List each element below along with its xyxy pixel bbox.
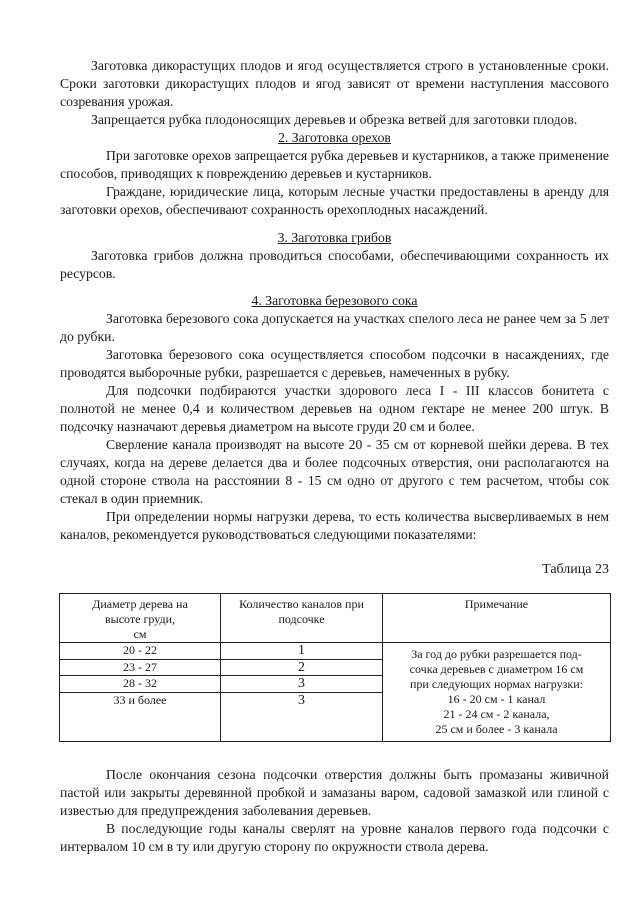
section-heading-nuts: 2. Заготовка орехов (278, 130, 391, 145)
paragraph-birch-sap-drilling: Сверление канала производят на высоте 20 - 35 см от корневой шейки дерева. В тех случаях, когда на дереве делается два и более подсочных отверстия, они располагаются на одной стороне ствола на расстоянии 8 - 15 см одно от другого с тем расчетом, чтобы сок стекал в один приемник. (60, 437, 609, 506)
paragraph-birch-sap-allowed: Заготовка березового сока допускается на участках спелого леса не ранее чем за 5 лет до рубки. (60, 311, 609, 344)
header-note: Примечание (383, 594, 611, 643)
paragraph-nuts-lease: Граждане, юридические лица, которым лесные участки предоставлены в аренду для заготовки орехов, обеспечивают сохранность орехоплодных насаждений. (60, 184, 609, 217)
cell-diameter: 20 - 22 (60, 643, 221, 660)
paragraph-after-season: После окончания сезона подсочки отверстия должны быть промазаны живичной пастой или закрыты деревянной пробкой и замазаны варом, садовой замазкой или глиной с известью для предупреждения заболевания деревьев. (60, 767, 609, 818)
section-heading-mushrooms: 3. Заготовка грибов (277, 230, 392, 245)
tapping-norms-table (59, 593, 611, 742)
paragraph-birch-sap-load: При определении нормы нагрузки дерева, то есть количества высверливаемых в нем каналов, рекомендуется руководствоваться следующими показателями: (60, 509, 609, 542)
header-channels: Количество каналов при подсочке (221, 594, 383, 643)
paragraph-birch-sap-plots: Для подсочки подбираются участки здорового леса I - III классов бонитета с полнотой не менее 0,4 и количеством деревьев на одном гектаре не менее 200 штук. В подсочку назначают деревья диаметром на высоте груди 20 см и более. (60, 383, 609, 434)
paragraph-next-years: В последующие годы каналы сверлят на уровне каналов первого года подсочки с интервалом 10 см в ту или другую сторону по окружности ствола дерева. (60, 821, 609, 854)
table-caption: Таблица 23 (542, 562, 609, 577)
table-header-row (60, 594, 611, 643)
header-diameter: Диаметр дерева на высоте груди, см (60, 594, 221, 643)
section-heading-birch-sap: 4. Заготовка березового сока (251, 293, 418, 308)
paragraph-mushrooms: Заготовка грибов должна проводиться способами, обеспечивающими сохранность их ресурсов. (60, 248, 609, 281)
paragraph-fruit-berries-terms: Заготовка дикорастущих плодов и ягод осуществляется строго в установленные сроки. Сроки заготовки дикорастущих плодов и ягод зависят от времени наступления массового созревания урожая. (60, 58, 609, 109)
cell-channels: 3 (221, 693, 383, 742)
paragraph-fruit-trees-ban: Запрещается рубка плодоносящих деревьев и обрезка ветвей для заготовки плодов. (91, 112, 578, 127)
cell-diameter: 33 и более (60, 693, 221, 742)
cell-channels: 1 (221, 643, 383, 660)
table-row (60, 643, 611, 660)
cell-diameter: 28 - 32 (60, 676, 221, 693)
spacer (60, 742, 609, 766)
cell-channels: 3 (221, 676, 383, 693)
cell-diameter: 23 - 27 (60, 659, 221, 676)
cell-note: За год до рубки разрешается под- сочка деревьев с диаметром 16 см при следующих нормах нагрузки: 16 - 20 см - 1 канал 21 - 24 см - 2 канала, 25 см и более - 3 канала (383, 643, 611, 742)
paragraph-nuts-ban: При заготовке орехов запрещается рубка деревьев и кустарников, а также применение способов, приводящих к повреждению деревьев и кустарников. (60, 148, 609, 181)
cell-channels: 2 (221, 659, 383, 676)
paragraph-birch-sap-method: Заготовка березового сока осуществляется способом подсочки в насаждениях, где проводятся выборочные рубки, разрешается с деревьев, намеченных в рубку. (60, 347, 609, 380)
